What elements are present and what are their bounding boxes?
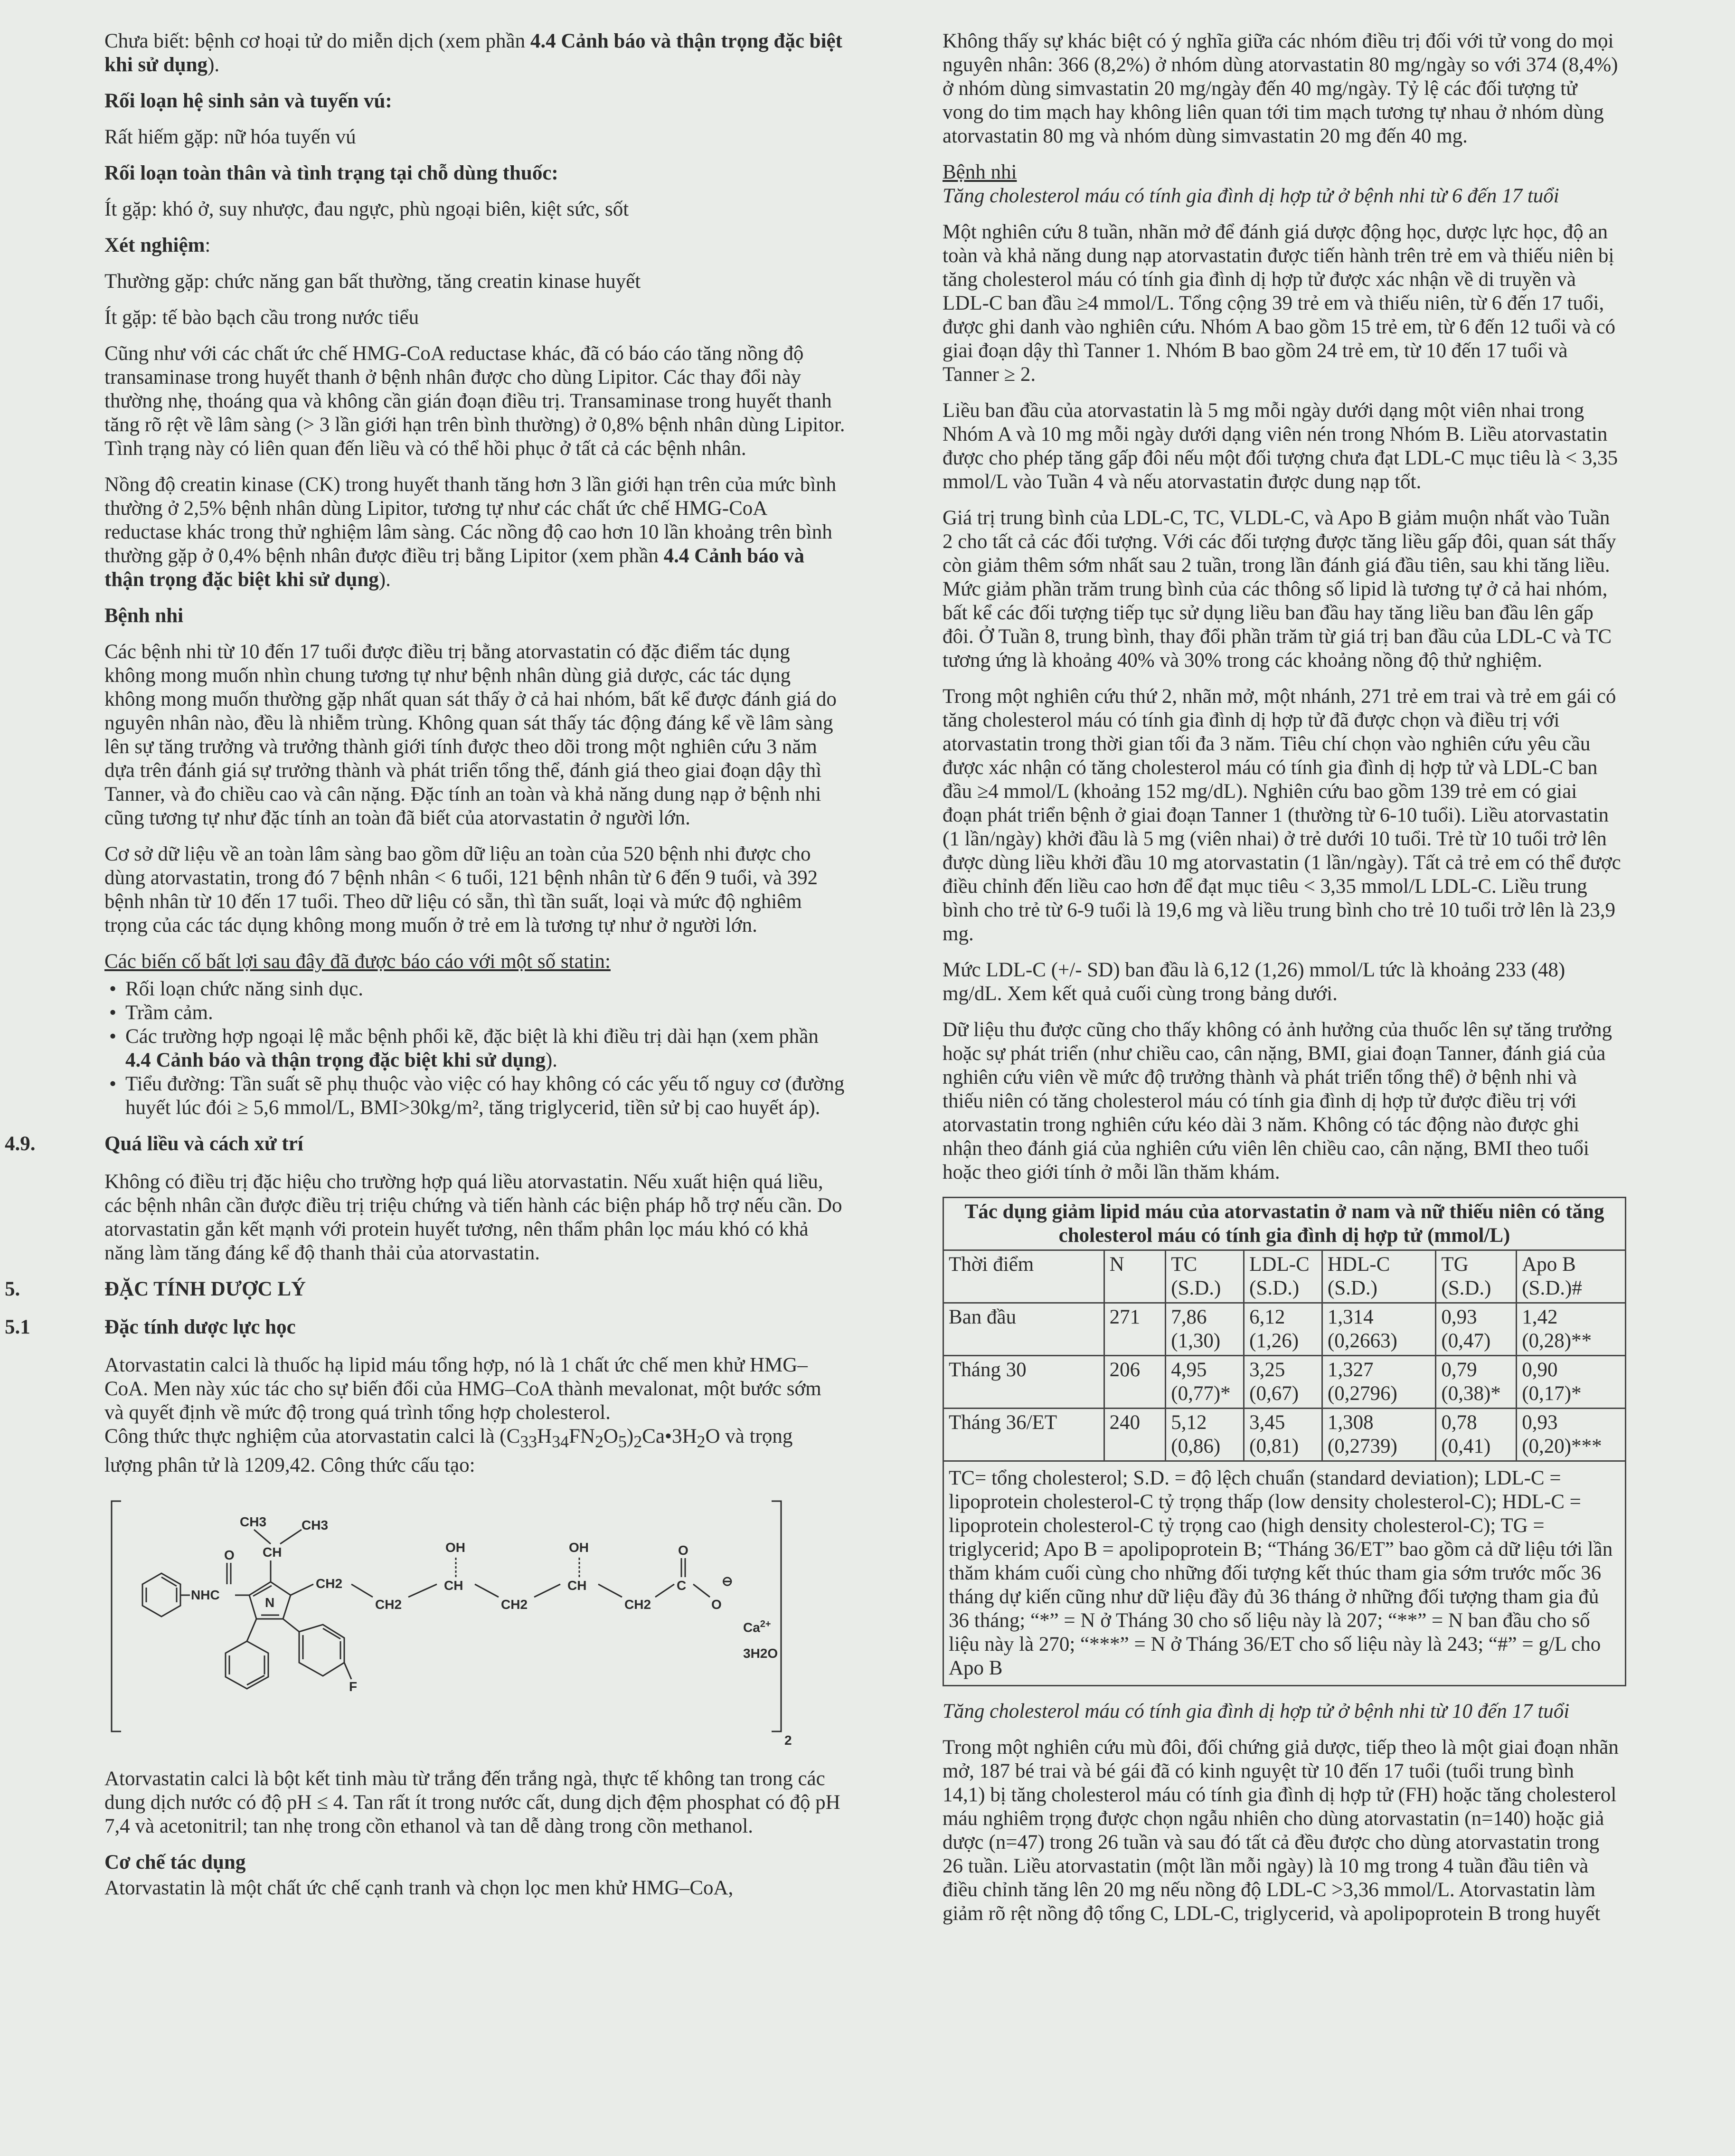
- list-item: • Rối loạn chức năng sinh dục.: [125, 977, 845, 1001]
- table-cell: 271: [1104, 1303, 1166, 1356]
- pediatrics-paragraph-1: Các bệnh nhi từ 10 đến 17 tuổi được điều trị bằng atorvastatin có đặc điểm tác dụng không mong muốn nhìn chung tương tự như bệnh nhân dùng giả dược, các tác dụng không mong muốn thường gặp nhất quan sát thấy ở cả hai nhóm, bất kể được đánh giá do nguyên nhân nào, đều là nhiễm trùng. Không quan sát thấy tác động đáng kể về lâm sàng lên sự tăng trưởng và trưởng thành giới tính được theo dõi trong một nghiên cứu 3 năm dựa trên đánh giá sự trưởng thành và phát triển tổng thể, đánh giá theo giai đoạn dậy thì Tanner, và đo chiều cao và cân nặng. Đặc tính an toàn và khả năng dung nạp ở bệnh nhi cũng tương tự như đặc tính an toàn đã biết của atorvastatin ở người lớn.: [104, 641, 837, 829]
- mortality-paragraph: Không thấy sự khác biệt có ý nghĩa giữa các nhóm điều trị đối với tử vong do mọi nguyên nhân: 366 (8,2%) ở nhóm dùng atorvastatin 80 mg/ngày so với 374 (8,4%) ở nhóm dùng simvastatin 20 mg/ngày đến 40 mg/ngày. Tỷ lệ các đối tượng tử vong do tim mạch hay không liên quan tới tim mạch tương tự nhau ở nhóm dùng atorvastatin 80 mg và nhóm dùng simvastatin 20 mg đến 40 mg.: [943, 30, 1618, 147]
- study-1-paragraph: Một nghiên cứu 8 tuần, nhãn mở để đánh giá dược động học, dược lực học, độ an toàn và khả năng dung nạp atorvastatin được tiến hành trên trẻ em và thiếu niên bị tăng cholesterol máu có tính gia đình dị hợp tử được xác nhận về di truyền và LDL-C ban đầu ≥4 mmol/L. Tổng cộng 39 trẻ em và thiếu niên, từ 6 đến 17 tuổi, được ghi danh vào nghiên cứu. Nhóm A bao gồm 15 trẻ em, từ 6 đến 12 tuổi và có giai đoạn dậy thì Tanner 1. Nhóm B bao gồm 24 trẻ em, từ 10 đến 17 tuổi và Tanner ≥ 2.: [943, 221, 1616, 386]
- ck-paragraph: [104, 473, 845, 592]
- table-cell: 6,12 (1,26): [1244, 1303, 1322, 1356]
- hydroxyl-label: OH: [569, 1540, 589, 1555]
- water-label: 3H2O: [743, 1645, 778, 1661]
- column-header: TG (S.D.): [1436, 1250, 1517, 1303]
- table-cell: Tháng 30: [943, 1356, 1104, 1409]
- right-column: [943, 29, 1622, 1926]
- text: O và trọng lượng phân tử là 1209,42. Công thức cấu tạo:: [104, 1425, 793, 1476]
- mechanism-text: Atorvastatin là một chất ức chế cạnh tranh và chọn lọc men khử HMG–CoA,: [104, 1876, 734, 1899]
- transaminase-paragraph: Cũng như với các chất ức chế HMG-CoA reductase khác, đã có báo cáo tăng nồng độ transaminase trong huyết thanh ở bệnh nhân được cho dùng Lipitor. Các thay đổi này thường nhẹ, thoáng qua và không cần gián đoạn điều trị. Transaminase trong huyết thanh tăng rõ rệt về lâm sàng (> 3 lần giới hạn trên bình thường) ở 0,8% bệnh nhân dùng Lipitor. Tình trạng này có liên quan đến liều và có thể hồi phục ở tất cả các bệnh nhân.: [104, 342, 845, 460]
- nitrogen-label: N: [265, 1595, 275, 1610]
- subscript: 2: [594, 1432, 603, 1451]
- section-number: 5.: [5, 1278, 20, 1300]
- table-cell: 0,78 (0,41): [1436, 1409, 1517, 1461]
- ch2-label: CH2: [624, 1597, 651, 1612]
- section-number: 4.9.: [5, 1133, 36, 1155]
- oxygen-label: O: [711, 1597, 722, 1612]
- pharmacodynamics-paragraph: Atorvastatin calci là thuốc hạ lipid máu tổng hợp, nó là 1 chất ức chế men khử HMG–CoA. Men này xúc tác cho sự biến đổi của HMG–CoA thành mevalonat, một bước sớm và quyết định về mức độ trong quá trình tổng hợp cholesterol.: [104, 1354, 821, 1424]
- section-reference: 4.4 Cảnh báo và thận trọng đặc biệt khi sử dụng: [104, 30, 842, 76]
- bracket-subscript: 2: [784, 1732, 792, 1748]
- table-cell: 0,93 (0,20)***: [1517, 1409, 1626, 1461]
- subscript: 33: [520, 1432, 537, 1451]
- table-cell: 0,93 (0,47): [1436, 1303, 1517, 1356]
- text: Ca: [743, 1619, 760, 1635]
- ch-label: CH: [263, 1544, 282, 1560]
- text: ).: [378, 568, 391, 591]
- text: Xét nghiệm: [104, 234, 205, 256]
- nhc-label: NHC: [191, 1587, 220, 1602]
- text: ).: [207, 54, 220, 76]
- heading-reproductive: Rối loạn hệ sinh sản và tuyến vú:: [104, 90, 392, 112]
- table-cell: 3,45 (0,81): [1244, 1409, 1322, 1461]
- lipid-lowering-table: [943, 1197, 1626, 1686]
- tests-uncommon: Ít gặp: tế bào bạch cầu trong nước tiểu: [104, 306, 419, 329]
- list-item: • Tiểu đường: Tần suất sẽ phụ thuộc vào việc có hay không có các yếu tố nguy cơ (đường huyết lúc đói ≥ 5,6 mmol/L, BMI>30kg/m², tăng triglycerid, tiền sử bị cao huyết áp).: [125, 1072, 845, 1120]
- subscript: 5: [618, 1432, 627, 1451]
- table-cell: 7,86 (1,30): [1166, 1303, 1244, 1356]
- statin-events-intro: Các biến cố bất lợi sau đây đã được báo cáo với một số statin:: [104, 950, 611, 973]
- fluorine-label: F: [349, 1679, 358, 1694]
- charge: 2+: [760, 1618, 771, 1629]
- column-header: HDL-C (S.D.): [1322, 1250, 1436, 1303]
- text: Chưa biết: bệnh cơ hoại tử do miễn dịch (xem phần: [104, 30, 530, 52]
- calcium-label: [743, 1619, 771, 1635]
- table-cell: 240: [1104, 1409, 1166, 1461]
- column-header: N: [1104, 1250, 1166, 1303]
- table-cell: 1,314 (0,2663): [1322, 1303, 1436, 1356]
- column-header: Thời điểm: [943, 1250, 1104, 1303]
- section-reference: 4.4 Cảnh báo và thận trọng đặc biệt khi sử dụng: [125, 1049, 546, 1071]
- subheading-hefh-10-17: Tăng cholesterol máu có tính gia đình dị hợp tử ở bệnh nhi từ 10 đến 17 tuổi: [943, 1700, 1570, 1722]
- oxygen-label: O: [678, 1542, 688, 1558]
- physical-properties-paragraph: Atorvastatin calci là bột kết tinh màu từ trắng đến trắng ngà, thực tế không tan trong các dung dịch nước có độ pH ≤ 4. Tan rất ít trong nước cất, dung dịch đệm phosphat có độ pH 7,4 và acetonitril; tan nhẹ trong cồn ethanol và tan dễ dàng trong cồn methanol.: [104, 1767, 840, 1837]
- section-5-heading: [5, 1277, 845, 1301]
- section-4-9-heading: [5, 1132, 845, 1156]
- list-item: [125, 1025, 845, 1072]
- subscript: 2: [697, 1432, 706, 1451]
- table-cell: 3,25 (0,67): [1244, 1356, 1322, 1409]
- structure-labels: [104, 1487, 793, 1753]
- ch3-label: CH3: [240, 1514, 267, 1529]
- text: Công thức thực nghiệm của atorvastatin calci là (C: [104, 1425, 520, 1447]
- text: :: [205, 234, 211, 256]
- empirical-formula: Công thức thực nghiệm của atorvastatin calci là $(C_{33}H_{34}FN_2O_5)_2Ca•3H_2O$ và trọng lượng phân tử là 1209,42. Công thức cấu tạo:: [104, 1425, 793, 1476]
- general-disorders-text: Ít gặp: khó ở, suy nhược, đau ngực, phù ngoại biên, kiệt sức, sốt: [104, 198, 629, 220]
- ch3-label: CH3: [302, 1517, 329, 1532]
- table-header-row: [943, 1250, 1626, 1303]
- negative-charge-icon: ⊖: [722, 1573, 733, 1589]
- ch2-label: CH2: [501, 1597, 528, 1612]
- study-3-paragraph: Trong một nghiên cứu mù đôi, đối chứng giả dược, tiếp theo là một giai đoạn nhãn mở, 187 bé trai và bé gái đã có kinh nguyệt từ 10 đến 17 tuổi (tuổi trung bình 14,1) bị tăng cholesterol máu có tính gia đình dị hợp tử (FH) hoặc tăng cholesterol máu nghiêm trọng được chọn ngẫu nhiên cho dùng atorvastatin (n=140) hoặc giả dược (n=47) trong 26 tuần và sau đó tất cả đều được cho dùng atorvastatin trong 26 tuần. Liều atorvastatin (một lần mỗi ngày) là 10 mg trong 4 tuần đầu tiên và điều chỉnh tăng lên 20 mg nếu nồng độ LDL-C >3,36 mmol/L. Atorvastatin làm giảm rõ rệt nồng độ tổng C, LDL-C, triglycerid, và apolipoprotein B trong huyết: [943, 1736, 1619, 1925]
- structural-formula: [104, 1487, 793, 1753]
- left-column: [5, 29, 845, 1900]
- text: Ca•3H: [642, 1425, 697, 1447]
- subheading-hefh-6-17: Tăng cholesterol máu có tính gia đình dị hợp tử ở bệnh nhi từ 6 đến 17 tuổi: [943, 185, 1559, 207]
- table-cell: 0,79 (0,38)*: [1436, 1356, 1517, 1409]
- heading-tests: [104, 234, 845, 257]
- section-5-1-heading: [5, 1315, 845, 1339]
- table-cell: 206: [1104, 1356, 1166, 1409]
- growth-paragraph: Dữ liệu thu được cũng cho thấy không có ảnh hưởng của thuốc lên sự tăng trưởng hoặc sự phát triển (như chiều cao, cân nặng, BMI, giai đoạn Tanner, đánh giá của nghiên cứu viên về mức độ trưởng thành và phát triển tổng thể) ở bệnh nhi và thiếu niên có tăng cholesterol máu có tính gia đình dị hợp tử được điều trị với atorvastatin trong nghiên cứu kéo dài 3 năm. Không có tác động nào được ghi nhận theo đánh giá của nghiên cứu viên lên chiều cao, cân nặng, BMI theo tuổi hoặc theo giới tính ở mỗi lần thăm khám.: [943, 1019, 1612, 1183]
- table-cell: Tháng 36/ET: [943, 1409, 1104, 1461]
- ch2-label: CH2: [375, 1597, 402, 1612]
- table-cell: 0,90 (0,17)*: [1517, 1356, 1626, 1409]
- carbon-label: C: [677, 1578, 687, 1593]
- statin-events-list: [104, 977, 845, 1120]
- table-caption: Tác dụng giảm lipid máu của atorvastatin ở nam và nữ thiếu niên có tăng cholesterol máu có tính gia đình dị hợp tử (mmol/L): [943, 1198, 1626, 1250]
- text: Các trường hợp ngoại lệ mắc bệnh phổi kẽ, đặc biệt là khi điều trị dài hạn (xem phần: [125, 1025, 819, 1048]
- table-cell: 1,308 (0,2739): [1322, 1409, 1436, 1461]
- table-footnote: TC= tổng cholesterol; S.D. = độ lệch chuẩn (standard deviation); LDL-C = lipoprotein cholesterol-C tỷ trọng thấp (low density cholesterol-C); HDL-C = lipoprotein cholesterol-C tỷ trọng cao (high density cholesterol-C); TG = triglycerid; Apo B = apolipoprotein B; “Tháng 36/ET” bao gồm cả dữ liệu tới lần thăm khám cuối cùng cho những đối tượng kết thúc tham gia sớm trước mốc 36 tháng dự kiến cũng như dữ liệu đầy đủ 36 tháng ở những đối tượng tham gia đủ 36 tháng; “*” = N ở Tháng 30 cho số liệu này là 207; “**” = N ban đầu cho số liệu này là 270; “***” = N ở Tháng 36/ET cho số liệu này là 243; “#” = g/L cho Apo B: [943, 1461, 1626, 1686]
- section-number: 5.1: [5, 1316, 30, 1338]
- list-item: • Trầm cảm.: [125, 1001, 845, 1025]
- ch-label: CH: [567, 1578, 587, 1593]
- table-row: [943, 1356, 1626, 1409]
- text: ).: [545, 1049, 557, 1071]
- section-reference: 4.4 Cảnh báo và thận trọng đặc biệt khi sử dụng: [104, 545, 804, 591]
- lipid-values-paragraph: Giá trị trung bình của LDL-C, TC, VLDL-C, và Apo B giảm muộn nhất vào Tuần 2 cho tất cả các đối tượng. Với các đối tượng được tăng liều gấp đôi, quan sát thấy còn giảm thêm sớm nhất sau 2 tuần, trong lần đánh giá đầu tiên, sau khi tăng liều. Mức giảm phần trăm trung bình của các thông số lipid là tương tự ở cả hai nhóm, bất kể các đối tượng tiếp tục sử dụng liều ban đầu hay tăng liều ban đầu lên gấp đôi. Ở Tuần 8, trung bình, thay đổi phần trăm từ giá trị ban đầu của LDL-C và TC tương ứng là khoảng 40% và 30% trong các khoảng nồng độ thử nghiệm.: [943, 507, 1616, 671]
- text: ): [626, 1425, 634, 1447]
- heading-general-disorders: Rối loạn toàn thân và tình trạng tại chỗ dùng thuốc:: [104, 162, 558, 184]
- section-title: Đặc tính dược lực học: [104, 1316, 296, 1338]
- subscript: 2: [633, 1432, 642, 1451]
- column-header: LDL-C (S.D.): [1244, 1250, 1322, 1303]
- text: Nồng độ creatin kinase (CK) trong huyết thanh tăng hơn 3 lần giới hạn trên của mức bình thường ở 2,5% bệnh nhân dùng Lipitor, tương tự như các chất ức chế HMG-CoA reductase khác trong thử nghiệm lâm sàng. Các nồng độ cao hơn 10 lần khoảng trên bình thường gặp ở 0,4% bệnh nhân được điều trị bằng Lipitor (xem phần: [104, 473, 837, 567]
- hydroxyl-label: OH: [445, 1540, 465, 1555]
- reproductive-text: Rất hiếm gặp: nữ hóa tuyến vú: [104, 126, 356, 148]
- oxygen-label: O: [224, 1547, 235, 1562]
- immune-myopathy-paragraph: [104, 29, 845, 77]
- column-header: Apo B (S.D.)#: [1517, 1250, 1626, 1303]
- table-cell: 4,95 (0,77)*: [1166, 1356, 1244, 1409]
- pediatrics-paragraph-2: Cơ sở dữ liệu về an toàn lâm sàng bao gồm dữ liệu an toàn của 520 bệnh nhi được cho dùng atorvastatin, trong đó 7 bệnh nhân < 6 tuổi, 121 bệnh nhân từ 6 đến 9 tuổi, và 392 bệnh nhân từ 10 đến 17 tuổi. Theo dữ liệu có sẵn, thì tần suất, loại và mức độ nghiêm trọng của các tác dụng không mong muốn ở trẻ em là tương tự như ở người lớn.: [104, 843, 818, 936]
- dosing-paragraph: Liều ban đầu của atorvastatin là 5 mg mỗi ngày dưới dạng một viên nhai trong Nhóm A và 10 mg mỗi ngày dưới dạng viên nén trong Nhóm B. Liều atorvastatin được cho phép tăng gấp đôi nếu một đối tượng chưa đạt LDL-C mục tiêu là < 3,35 mmol/L vào Tuần 4 và nếu atorvastatin được dung nạp tốt.: [943, 399, 1618, 493]
- table-row: [943, 1303, 1626, 1356]
- heading-pediatrics-right: Bệnh nhi: [943, 161, 1017, 183]
- ldl-baseline-paragraph: Mức LDL-C (+/- SD) ban đầu là 6,12 (1,26) mmol/L tức là khoảng 233 (48) mg/dL. Xem kết quả cuối cùng trong bảng dưới.: [943, 959, 1565, 1005]
- table-row: [943, 1409, 1626, 1461]
- section-title: Quá liều và cách xử trí: [104, 1133, 303, 1155]
- text: FN: [569, 1425, 595, 1447]
- table-cell: 5,12 (0,86): [1166, 1409, 1244, 1461]
- table-cell: 1,327 (0,2796): [1322, 1356, 1436, 1409]
- tests-common: Thường gặp: chức năng gan bất thường, tăng creatin kinase huyết: [104, 270, 641, 293]
- column-header: TC (S.D.): [1166, 1250, 1244, 1303]
- subscript: 34: [552, 1432, 569, 1451]
- overdose-paragraph: Không có điều trị đặc hiệu cho trường hợp quá liều atorvastatin. Nếu xuất hiện quá liều, các bệnh nhân cần được điều trị triệu chứng và tiến hành các biện pháp hỗ trợ nếu cần. Do atorvastatin gắn kết mạnh với protein huyết tương, nên thẩm phân lọc máu khó có khả năng làm tăng đáng kể độ thanh thải của atorvastatin.: [104, 1171, 842, 1264]
- heading-pediatrics: Bệnh nhi: [104, 605, 184, 627]
- table-cell: Ban đầu: [943, 1303, 1104, 1356]
- ch2-label: CH2: [316, 1576, 343, 1591]
- study-2-paragraph: Trong một nghiên cứu thứ 2, nhãn mở, một nhánh, 271 trẻ em trai và trẻ em gái có tăng cholesterol máu có tính gia đình dị hợp tử đã được chọn và điều trị với atorvastatin trong thời gian tối đa 3 năm. Tiêu chí chọn vào nghiên cứu yêu cầu được xác nhận có tăng cholesterol máu có tính gia đình dị hợp tử và LDL-C ban đầu ≥4 mmol/L (khoảng 152 mg/dL). Nghiên cứu bao gồm 139 trẻ em có giai đoạn phát triển bệnh ở giai đoạn Tanner 1 (thường từ 6-10 tuổi). Liều atorvastatin (1 lần/ngày) khởi đầu là 5 mg (viên nhai) ở trẻ dưới 10 tuổi. Trẻ từ 10 tuổi trở lên được dùng liều khởi đầu 10 mg atorvastatin (1 lần/ngày). Tất cả trẻ em có thể được điều chỉnh đến liều cao hơn để đạt mục tiêu < 3,35 mmol/L LDL-C. Liều trung bình cho trẻ từ 6-9 tuổi là 19,6 mg và liều trung bình cho trẻ 10 tuổi trở lên là 23,9 mg.: [943, 685, 1621, 945]
- ch-label: CH: [444, 1578, 463, 1593]
- section-title: ĐẶC TÍNH DƯỢC LÝ: [104, 1278, 306, 1300]
- heading-mechanism: Cơ chế tác dụng: [104, 1851, 246, 1873]
- table-cell: 1,42 (0,28)**: [1517, 1303, 1626, 1356]
